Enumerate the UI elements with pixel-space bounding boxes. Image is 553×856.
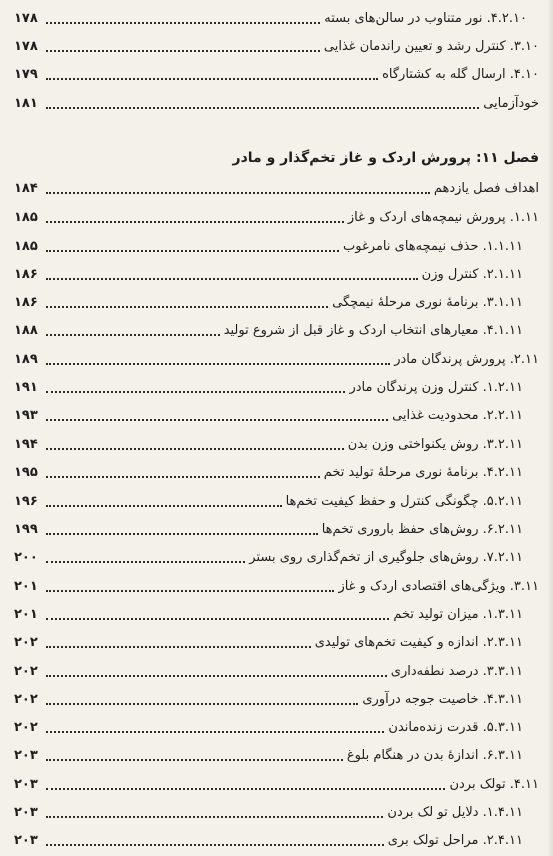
dot-leader	[46, 590, 334, 592]
toc-entry	[14, 292, 523, 314]
dot-leader	[46, 675, 387, 677]
toc-entry-title: ۴.۳.۱۱. خاصیت جوجه درآوری	[362, 692, 523, 707]
toc-entry	[14, 462, 523, 484]
toc-entry-page: ۲۰۱	[14, 607, 38, 622]
dot-leader	[46, 816, 383, 818]
toc-entry-page: ۱۸۶	[14, 267, 38, 282]
toc-entry-page: ۲۰۳	[14, 805, 38, 820]
toc-entry	[14, 774, 539, 796]
toc-entry	[14, 689, 523, 711]
dot-leader	[46, 278, 418, 280]
dot-leader	[46, 731, 384, 733]
toc-entry	[14, 661, 523, 683]
toc-entry-page: ۱۸۱	[14, 96, 38, 111]
toc-entry	[14, 717, 523, 739]
toc-entry-title: ۲.۳.۱۱. اندازه و کیفیت تخم‌های تولیدی	[314, 635, 523, 650]
toc-entry-title: خودآزمایی	[483, 96, 539, 111]
toc-entry-title: ۱.۱.۱۱. حذف نیمچه‌های نامرغوب	[343, 239, 523, 254]
dot-leader	[46, 22, 320, 24]
dot-leader	[46, 759, 343, 761]
dot-leader	[46, 334, 220, 336]
toc-entry	[14, 632, 523, 654]
toc-entry-page: ۲۰۲	[14, 635, 38, 650]
toc-entry-title: ۱.۱۱. پرورش نیمچه‌های اردک و غاز	[347, 210, 539, 225]
toc-entry-title: ۴.۱۰. ارسال گله به کشتارگاه	[382, 67, 539, 82]
toc-entry-title: ۵.۲.۱۱. چگونگی کنترل و حفظ کیفیت تخم‌ها	[285, 494, 523, 509]
toc-entry	[14, 491, 523, 513]
dot-leader	[46, 50, 320, 52]
toc-entry	[14, 745, 523, 767]
dot-leader	[46, 250, 339, 252]
toc-entry-title: ۷.۲.۱۱. روش‌های جلوگیری از تخم‌گذاری روی بستر	[249, 550, 523, 565]
dot-leader	[46, 419, 388, 421]
toc-entry-title: ۳.۱.۱۱. برنامهٔ نوری مرحلهٔ نیمچگی	[332, 295, 523, 310]
dot-leader	[46, 646, 311, 648]
toc-entry	[14, 264, 523, 286]
toc-entry-page: ۱۹۱	[14, 380, 38, 395]
toc-entry-title: ۳.۲.۱۱. روش یکنواختی وزن بدن	[347, 437, 523, 452]
toc-entry-title: ۴.۱۱. تولک بردن	[449, 777, 539, 792]
dot-leader	[46, 505, 282, 507]
toc-entry-title: ۳.۱۱. ویژگی‌های اقتصادی اردک و غاز	[338, 579, 539, 594]
toc-entry-page: ۲۰۳	[14, 777, 38, 792]
dot-leader	[46, 221, 344, 223]
dot-leader	[46, 788, 445, 790]
toc-entry-title: ۳.۱۰. کنترل رشد و تعیین راندمان غذایی	[323, 39, 539, 54]
toc-entry-page: ۲۰۲	[14, 664, 38, 679]
toc-entry	[14, 64, 539, 86]
toc-entry-page: ۲۰۰	[14, 550, 38, 565]
toc-entry-page: ۱۹۵	[14, 465, 38, 480]
toc-entry	[14, 405, 523, 427]
dot-leader	[46, 476, 320, 478]
toc-entry-page: ۱۸۵	[14, 239, 38, 254]
toc-entry-page: ۲۰۲	[14, 692, 38, 707]
toc-entry	[14, 604, 523, 626]
dot-leader	[46, 561, 245, 563]
dot-leader	[46, 363, 390, 365]
page-edge-shadow	[547, 0, 553, 856]
toc-entry-page: ۱۸۵	[14, 210, 38, 225]
toc-entry-page: ۱۹۴	[14, 437, 38, 452]
toc-entry	[14, 434, 523, 456]
dot-leader	[46, 703, 358, 705]
toc-entry	[14, 349, 539, 371]
toc-entry	[14, 377, 523, 399]
toc-entry-title: ۵.۳.۱۱. قدرت زنده‌ماندن	[388, 720, 523, 735]
toc-entry-page: ۱۹۳	[14, 408, 38, 423]
toc-entry-title: ۴.۱.۱۱. معیارهای انتخاب اردک و غاز قبل از شروع تولید	[223, 323, 523, 338]
dot-leader	[46, 192, 430, 194]
toc-entry-page: ۱۹۹	[14, 522, 38, 537]
toc-entry-title: ۲.۲.۱۱. محدودیت غذایی	[392, 408, 523, 423]
toc-entry-page: ۱۷۸	[14, 11, 38, 26]
chapter-label: فصل ۱۱:	[475, 150, 539, 166]
toc-entry-title: ۶.۲.۱۱. روش‌های حفظ باروری تخم‌ها	[321, 522, 523, 537]
toc-entry	[14, 320, 523, 342]
toc-entry	[14, 576, 539, 598]
toc-entry-title: ۳.۳.۱۱. درصد نطفه‌داری	[390, 664, 523, 679]
toc-entry-page: ۱۸۸	[14, 323, 38, 338]
toc-entry	[14, 93, 539, 115]
toc-entry-title: ۱.۴.۱۱. دلایل تو لک بردن	[387, 805, 523, 820]
toc-entry-page: ۱۸۶	[14, 295, 38, 310]
dot-leader	[46, 391, 345, 393]
toc-entry	[14, 802, 523, 824]
toc-entry	[14, 178, 539, 200]
toc-entry-page: ۲۰۱	[14, 579, 38, 594]
toc-entry-title: ۱.۲.۱۱. کنترل وزن پرندگان مادر	[349, 380, 523, 395]
toc-entry-page: ۱۷۹	[14, 67, 38, 82]
dot-leader	[46, 448, 344, 450]
toc-entry-title: اهداف فصل یازدهم	[433, 181, 539, 196]
toc-entry-title: ۲.۱۱. پرورش پرندگان مادر	[394, 352, 539, 367]
toc-entry	[14, 8, 527, 30]
toc-entry-title: ۶.۳.۱۱. اندازهٔ بدن در هنگام بلوغ	[346, 748, 523, 763]
toc-entry-title: ۴.۲.۱۱. برنامهٔ نوری مرحلهٔ تولید تخم	[323, 465, 523, 480]
toc-entry	[14, 547, 523, 569]
toc-entry-page: ۲۰۳	[14, 833, 38, 848]
toc-entry	[14, 830, 523, 852]
toc-entry	[14, 236, 523, 258]
toc-entry-page: ۱۷۸	[14, 39, 38, 54]
toc-entry	[14, 519, 523, 541]
toc-entry-page: ۱۸۴	[14, 181, 38, 196]
toc-entry-page: ۲۰۲	[14, 720, 38, 735]
toc-entry-title: ۱.۳.۱۱. میزان تولید تخم	[393, 607, 523, 622]
toc-entry-title: ۴.۲.۱۰. نور متناوب در سالن‌های بسته	[324, 11, 527, 26]
toc-entry	[14, 36, 539, 58]
toc-entry-page: ۱۹۶	[14, 494, 38, 509]
toc-entry-page: ۲۰۳	[14, 748, 38, 763]
toc-entry-page: ۱۸۹	[14, 352, 38, 367]
toc-entry	[14, 207, 539, 229]
dot-leader	[46, 618, 389, 620]
dot-leader	[46, 844, 384, 846]
toc-entry-title: ۲.۴.۱۱. مراحل تولک بری	[387, 833, 523, 848]
toc-entry-title: ۲.۱.۱۱. کنترل وزن	[421, 267, 523, 282]
dot-leader	[46, 78, 378, 80]
chapter-title: پرورش اردک و غاز تخم‌گذار و مادر	[232, 150, 472, 166]
dot-leader	[46, 107, 479, 109]
dot-leader	[46, 306, 328, 308]
chapter-heading	[233, 150, 539, 166]
dot-leader	[46, 533, 318, 535]
